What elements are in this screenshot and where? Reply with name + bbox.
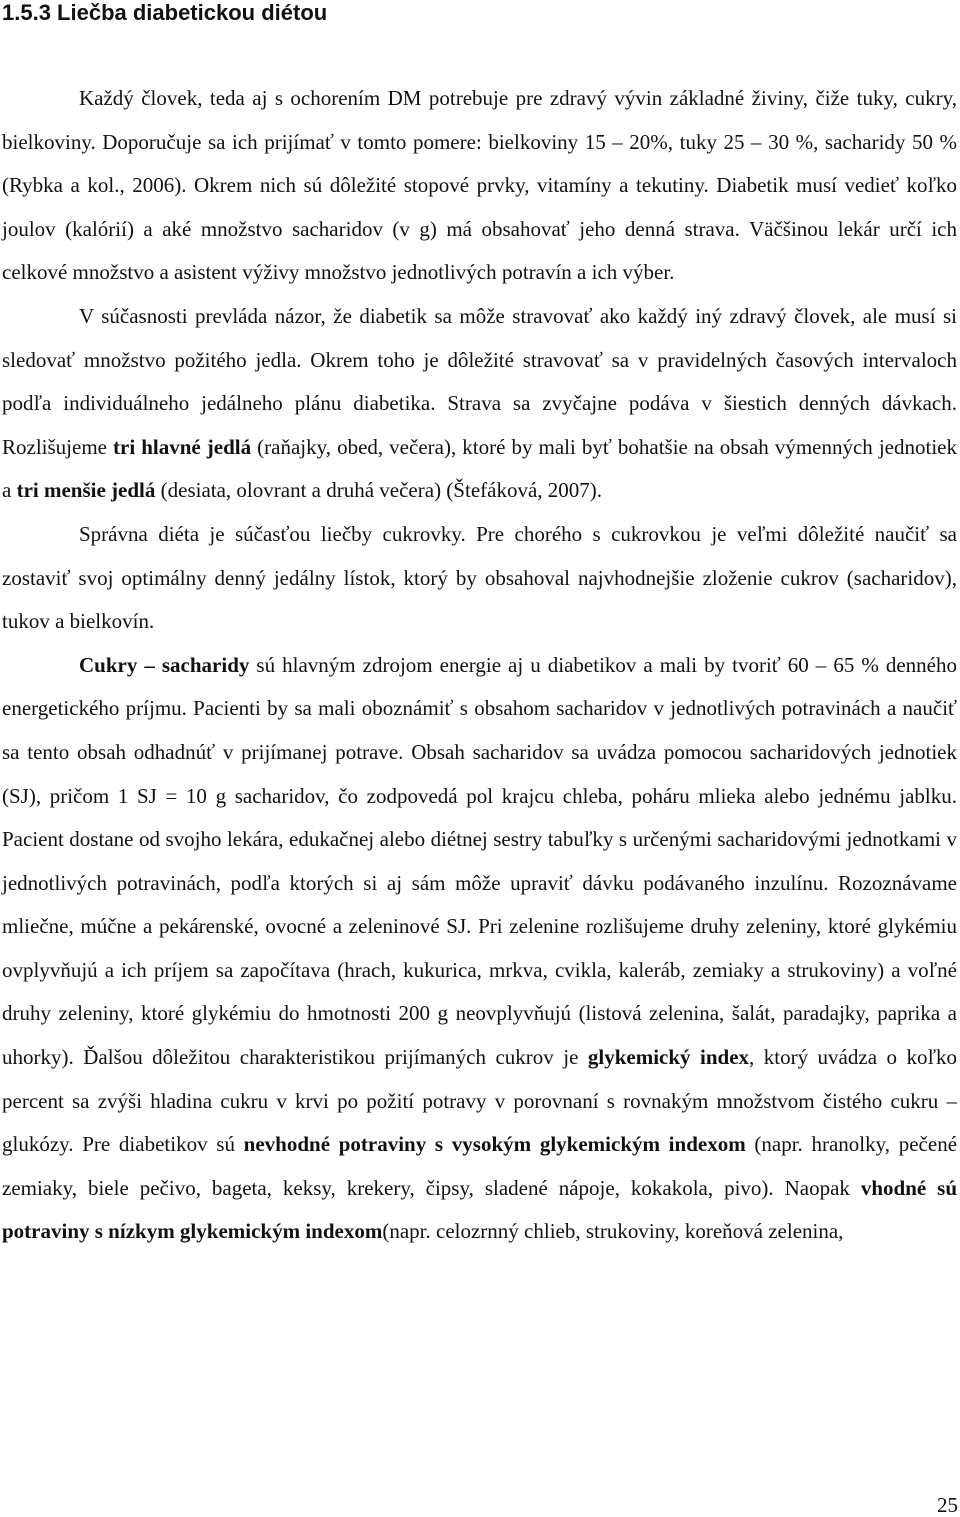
bold-term-glycemic-index: glykemický index	[587, 1045, 750, 1070]
bold-term-unsuitable-foods: nevhodné potraviny s vysokým glykemickým indexom	[243, 1132, 746, 1157]
paragraph-text: (napr. hranolky, pečené zemiaky, biele pečivo, bageta, keksy, krekery, čipsy, sladené nápoje, kokakola, pivo). Naopak	[2, 1132, 958, 1200]
paragraph-3	[2, 513, 957, 644]
bold-term-suitable-foods: vhodné sú potraviny s nízkym glykemickým indexom	[2, 1175, 957, 1244]
paragraph-text: , ktorý uvádza o koľko percent sa zvýši hladina cukru v krvi po požití potravy v porovnaní s rovnakým množstvom čistého cukru – glukózy. Pre diabetikov sú	[2, 1045, 957, 1157]
paragraph-text: (desiata, olovrant a druhá večera) (Štefáková, 2007).	[155, 478, 603, 503]
paragraph-text: (napr. celozrnný chlieb, strukoviny, koreňová zelenina,	[382, 1219, 844, 1244]
section-heading: 1.5.3 Liečba diabetickou diétou	[2, 0, 328, 25]
bold-term-smaller-meals: tri menšie jedlá	[16, 478, 156, 503]
page-number: 25	[937, 1493, 958, 1517]
bold-term-sugars: Cukry – sacharidy	[79, 652, 250, 677]
paragraph-text: Každý človek, teda aj s ochorením DM potrebuje pre zdravý vývin základné živiny, čiže tuky, cukry, bielkoviny. Doporučuje sa ich prijímať v tomto pomere: bielkoviny 15 – 20%, tuky 25 – 30 %, sacharidy 50 % (Rybka a kol., 2006). Okrem nich sú dôležité stopové prvky, vitamíny a tekutiny. Diabetik musí vedieť koľko joulov (kalórií) a aké množstvo sacharidov (v g) má obsahovať jeho denná strava. Väčšinou lekár určí ich celkové množstvo a asistent výživy množstvo jednotlivých potravín a ich výber.	[2, 86, 957, 285]
body-text	[2, 77, 957, 1254]
paragraph-2	[2, 295, 957, 513]
paragraph-text: (raňajky, obed, večera), ktoré by mali byť bohatšie na obsah výmenných jednotiek a	[2, 434, 957, 503]
paragraph-1	[2, 77, 957, 295]
paragraph-text: V súčasnosti prevláda názor, že diabetik sa môže stravovať ako každý iný zdravý človek, ale musí si sledovať množstvo požitého jedla. Okrem toho je dôležité stravovať sa v pravidelných časových intervaloch podľa individuálneho jedálneho plánu diabetika. Strava sa zvyčajne podáva v šiestich denných dávkach. Rozlišujeme	[2, 303, 957, 459]
paragraph-text: Správna diéta je súčasťou liečby cukrovky. Pre chorého s cukrovkou je veľmi dôležité naučiť sa zostaviť svoj optimálny denný jedálny lístok, ktorý by obsahoval najvhodnejšie zloženie cukrov (sacharidov), tukov a bielkovín.	[2, 521, 957, 634]
bold-term-main-meals: tri hlavné jedlá	[113, 434, 252, 459]
paragraph-4	[2, 644, 957, 1254]
paragraph-text: sú hlavným zdrojom energie aj u diabetikov a mali by tvoriť 60 – 65 % denného energetického príjmu. Pacienti by sa mali oboznámiť s obsahom sacharidov v jednotlivých potravinách a naučiť sa tento obsah odhadnúť v prijímanej potrave. Obsah sacharidov sa uvádza pomocou sacharidových jednotiek (SJ), pričom 1 SJ = 10 g sacharidov, čo zodpovedá pol krajcu chleba, poháru mlieka alebo jednému jablku. Pacient dostane od svojho lekára, edukačnej alebo diétnej sestry tabuľky s určenými sacharidovými jednotkami v jednotlivých potravinách, podľa ktorých si aj sám môže upraviť dávku podávaného inzulínu. Rozoznávame mliečne, múčne a pekárenské, ovocné a zeleninové SJ. Pri zelenine rozlišujeme druhy zeleniny, ktoré glykémiu ovplyvňujú a ich príjem sa započítava (hrach, kukurica, mrkva, cvikla, kaleráb, zemiaky a strukoviny) a voľné druhy zeleniny, ktoré glykémiu do hmotnosti 200 g neovplyvňujú (listová zelenina, šalát, paradajky, paprika a uhorky). Ďalšou dôležitou charakteristikou prijímaných cukrov je	[2, 652, 957, 1070]
